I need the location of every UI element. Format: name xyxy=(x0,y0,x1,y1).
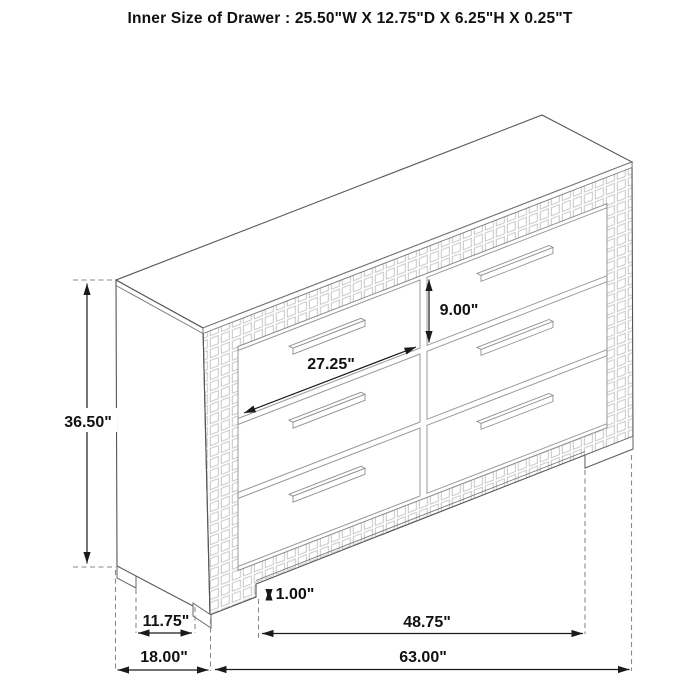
dim-label-overall-width: 63.00" xyxy=(399,649,447,666)
dim-label-foot-height: 1.00" xyxy=(275,586,315,603)
dim-label-front-foot-gap: 48.75" xyxy=(403,614,451,631)
dim-label-side-foot-gap: 11.75" xyxy=(142,613,190,630)
page-title: Inner Size of Drawer : 25.50"W X 12.75"D X 6.25"H X 0.25"T xyxy=(127,10,573,27)
dresser-left-side-panel xyxy=(116,280,210,615)
dim-label-overall-depth: 18.00" xyxy=(140,649,188,666)
dresser-figure xyxy=(116,115,633,628)
dim-label-drawer-width: 27.25" xyxy=(307,356,355,373)
dim-label-overall-height: 36.50" xyxy=(64,414,112,431)
dim-label-drawer-height: 9.00" xyxy=(439,302,479,319)
